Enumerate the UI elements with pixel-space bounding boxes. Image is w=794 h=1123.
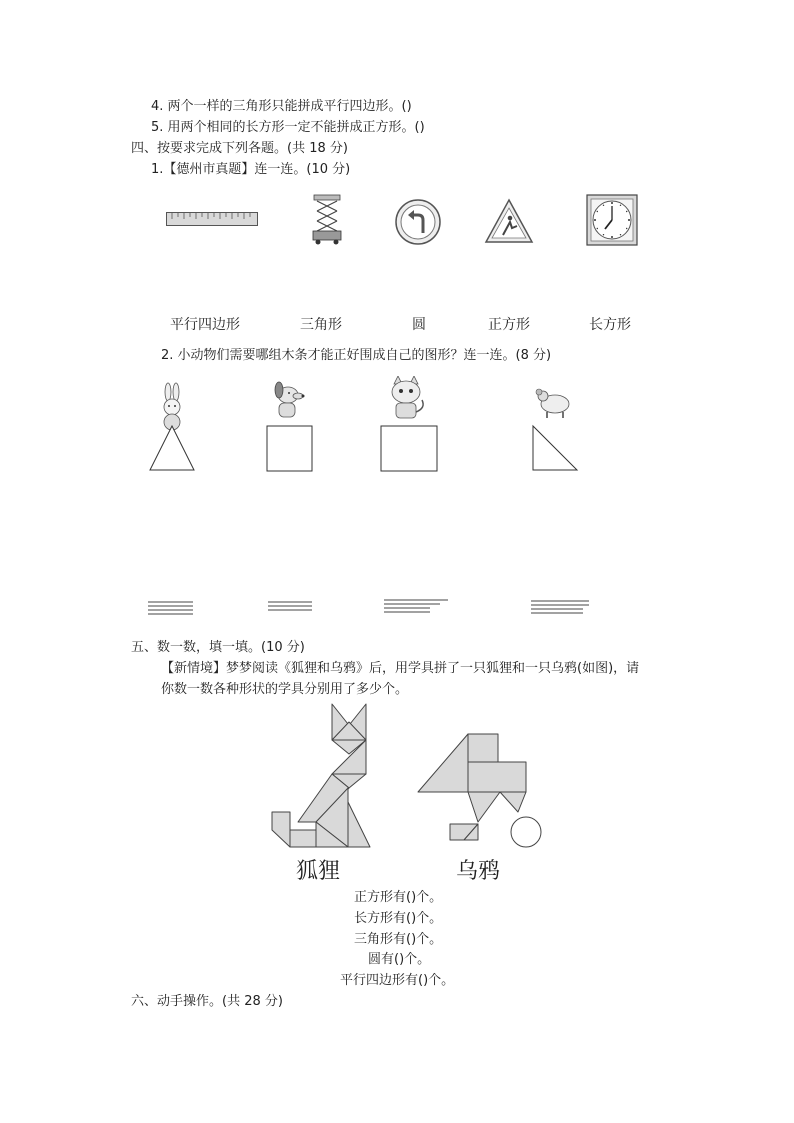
label-triangle: 三角形 [300,317,342,333]
label-circle: 圆 [412,317,426,333]
sheep-right-triangle-figure [531,384,581,472]
section-5-heading: 五、数一数，填一填。(10 分) [131,640,305,655]
fox-label: 狐狸 [296,859,341,884]
round-traffic-sign-image [394,198,442,246]
tangram-figures [268,702,548,852]
section-6-heading: 六、动手操作。(共 28 分) [131,994,283,1009]
answer-rectangle-count: 长方形有()个。 [354,911,443,926]
stick-group-3 [384,598,450,614]
section-4-heading: 四、按要求完成下列各题。(共 18 分) [131,141,348,156]
question-5: 5. 用两个相同的长方形一定不能拼成正方形。() [151,120,425,135]
answer-square-count: 正方形有()个。 [354,890,443,905]
ruler-image [166,212,258,226]
scissor-lift-image [310,193,344,245]
section-4-part-2: 2. 小动物们需要哪组木条才能正好围成自己的图形？连一连。(8 分) [161,348,552,363]
answer-parallelogram-count: 平行四边形有()个。 [340,973,455,988]
label-parallelogram: 平行四边形 [170,317,240,333]
crow-tangram [418,734,526,840]
section-4-part-1: 1.【德州市真题】连一连。(10 分) [151,162,351,177]
answer-triangle-count: 三角形有()个。 [354,932,443,947]
crow-label: 乌鸦 [456,859,501,884]
section-5-intro-line-2: 你数一数各种形状的学具分别用了多少个。 [161,682,409,697]
rabbit-triangle-figure [148,382,196,472]
cat-rectangle-figure [380,376,438,472]
triangle-warning-sign-image [484,198,534,244]
stick-group-4 [531,599,591,615]
crow-ball-circle [511,817,541,847]
stick-group-2 [268,600,314,614]
section-5-intro-line-1: 【新情境】梦梦阅读《狐狸和乌鸦》后，用学具拼了一只狐狸和一只乌鸦(如图)，请 [161,661,640,676]
dog-square-figure [266,378,314,472]
question-4: 4. 两个一样的三角形只能拼成平行四边形。() [151,99,412,114]
fox-tangram [272,704,370,847]
answer-circle-count: 圆有()个。 [368,952,431,967]
label-square: 正方形 [488,317,530,333]
label-rectangle: 长方形 [589,317,631,333]
stick-group-1 [148,600,194,616]
wall-clock-image [586,194,638,246]
